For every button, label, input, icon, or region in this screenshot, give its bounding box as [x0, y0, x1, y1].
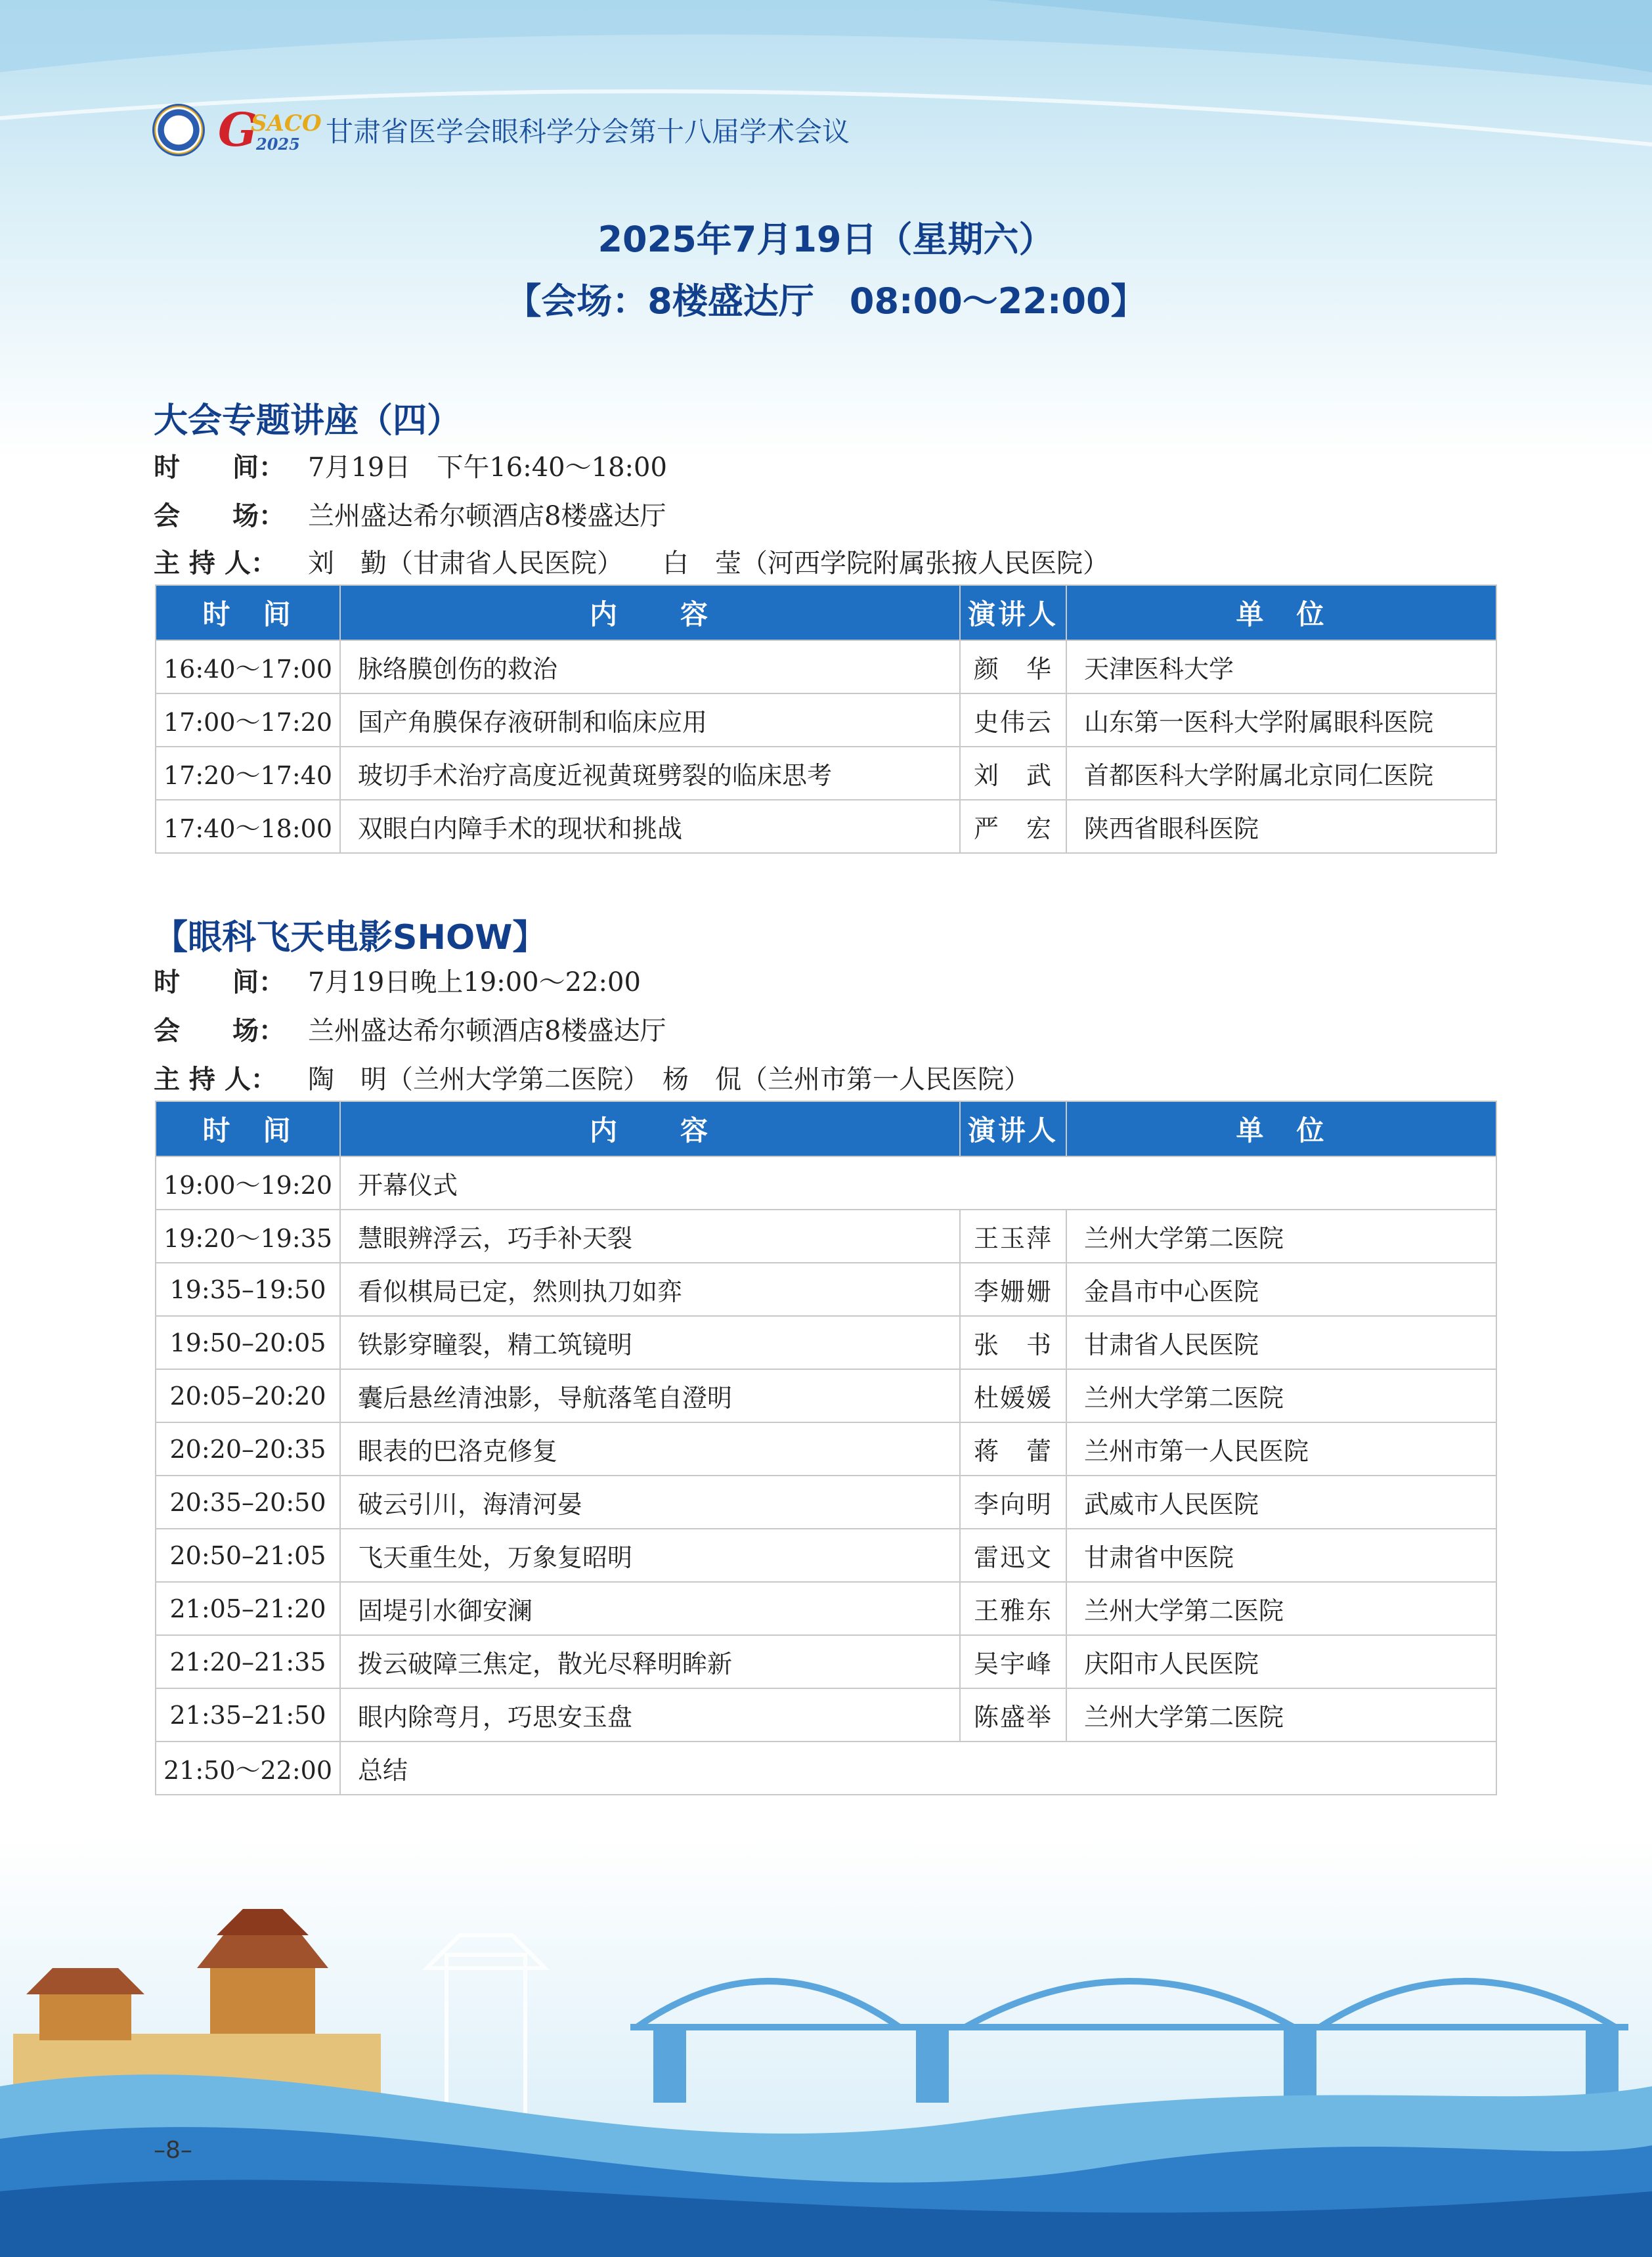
section1-time: [154, 447, 667, 484]
value: 刘 勤（甘肃省人民医院） 白 莹（河西学院附属张掖人民医院）: [308, 548, 1109, 579]
venue-title: 【会场：8楼盛达厅 08:00～22:00】: [506, 280, 1146, 322]
label: 会 场：: [154, 1016, 285, 1046]
cell-unit: 陕西省眼科医院: [1066, 800, 1496, 853]
value: 7月19日晚上19:00～22:00: [308, 967, 641, 997]
cell-unit: 兰州大学第二医院: [1066, 1688, 1496, 1742]
cell-speaker: 蒋 蕾: [960, 1422, 1066, 1476]
section2-venue: [154, 1010, 666, 1047]
cell-topic: 囊后悬丝清浊影，导航落笔自澄明: [340, 1369, 960, 1422]
cell-topic: 国产角膜保存液研制和临床应用: [340, 693, 960, 747]
table-row: [156, 1369, 1496, 1422]
cell-speaker: 雷迅文: [960, 1529, 1066, 1582]
cell-time: 20:35–20:50: [156, 1476, 340, 1529]
table-row-opening: [156, 1156, 1496, 1210]
society-logo-icon: [152, 104, 205, 156]
date-title: 2025年7月19日（星期六）: [598, 219, 1054, 260]
col-topic: 内 容: [340, 585, 960, 640]
cell-time: 19:20～19:35: [156, 1210, 340, 1263]
table-header-row: [156, 585, 1496, 640]
cell-topic: 破云引川，海清河晏: [340, 1476, 960, 1529]
cell-speaker: 张 书: [960, 1316, 1066, 1369]
value: 兰州盛达希尔顿酒店8楼盛达厅: [308, 501, 666, 531]
cell-unit: 天津医科大学: [1066, 640, 1496, 693]
col-time: 时 间: [156, 585, 340, 640]
cell-topic: 双眼白内障手术的现状和挑战: [340, 800, 960, 853]
cell-unit: 金昌市中心医院: [1066, 1263, 1496, 1316]
table-row: [156, 1316, 1496, 1369]
cell-unit: 兰州大学第二医院: [1066, 1369, 1496, 1422]
table-row: [156, 640, 1496, 693]
label: 主 持 人：: [154, 548, 277, 579]
cell-time: 21:05–21:20: [156, 1582, 340, 1635]
col-unit: 单 位: [1066, 1101, 1496, 1156]
cell-speaker: 李姗姗: [960, 1263, 1066, 1316]
cell-time: 19:50–20:05: [156, 1316, 340, 1369]
cell-speaker: 刘 武: [960, 747, 1066, 800]
cell-unit: 甘肃省中医院: [1066, 1529, 1496, 1582]
table-header-row: [156, 1101, 1496, 1156]
table-row: [156, 1422, 1496, 1476]
cell-topic: 看似棋局已定，然则执刀如弈: [340, 1263, 960, 1316]
cell-topic: 眼表的巴洛克修复: [340, 1422, 960, 1476]
table-row: [156, 1635, 1496, 1688]
cell-topic: 慧眼辨浮云，巧手补天裂: [340, 1210, 960, 1263]
cell-speaker: 王玉萍: [960, 1210, 1066, 1263]
table-row: [156, 800, 1496, 853]
table-row: [156, 1582, 1496, 1635]
cell-topic: 飞天重生处，万象复昭明: [340, 1529, 960, 1582]
cell-time: 21:50～22:00: [156, 1742, 340, 1795]
label: 时 间：: [154, 452, 285, 483]
table-row: [156, 1210, 1496, 1263]
cell-topic: 总结: [340, 1742, 1496, 1795]
cell-time: 19:35–19:50: [156, 1263, 340, 1316]
logo-saco-text: SACO: [251, 110, 322, 137]
value: 7月19日 下午16:40～18:00: [308, 452, 667, 483]
cell-time: 17:40～18:00: [156, 800, 340, 853]
cell-topic: 眼内除弯月，巧思安玉盘: [340, 1688, 960, 1742]
section2-title: 【眼科飞天电影SHOW】: [154, 918, 547, 957]
cell-topic: 玻切手术治疗高度近视黄斑劈裂的临床思考: [340, 747, 960, 800]
cell-unit: 兰州大学第二医院: [1066, 1582, 1496, 1635]
cell-unit: 甘肃省人民医院: [1066, 1316, 1496, 1369]
cell-speaker: 杜媛媛: [960, 1369, 1066, 1422]
cell-unit: 山东第一医科大学附属眼科医院: [1066, 693, 1496, 747]
logo-year-text: 2025: [256, 135, 300, 154]
table-row: [156, 693, 1496, 747]
section2-host: [154, 1059, 1030, 1096]
cell-speaker: 史伟云: [960, 693, 1066, 747]
label: 时 间：: [154, 967, 285, 997]
cell-unit: 庆阳市人民医院: [1066, 1635, 1496, 1688]
cell-speaker: 陈盛举: [960, 1688, 1066, 1742]
cell-topic: 脉络膜创伤的救治: [340, 640, 960, 693]
table-row: [156, 1263, 1496, 1316]
label: 会 场：: [154, 501, 285, 531]
cell-time: 17:20～17:40: [156, 747, 340, 800]
page-number: –8–: [154, 2137, 192, 2164]
section1-venue: [154, 495, 666, 533]
cell-unit: 兰州大学第二医院: [1066, 1210, 1496, 1263]
col-speaker: 演讲人: [960, 1101, 1066, 1156]
col-speaker: 演讲人: [960, 585, 1066, 640]
bottom-illustration: [0, 1837, 1652, 2257]
cell-topic: 固堤引水御安澜: [340, 1582, 960, 1635]
cell-time: 19:00～19:20: [156, 1156, 340, 1210]
section1-table: [155, 584, 1497, 854]
value: 兰州盛达希尔顿酒店8楼盛达厅: [308, 1016, 666, 1046]
table-row: [156, 1529, 1496, 1582]
col-time: 时 间: [156, 1101, 340, 1156]
cell-topic: 开幕仪式: [340, 1156, 1496, 1210]
cell-time: 17:00～17:20: [156, 693, 340, 747]
cell-speaker: 李向明: [960, 1476, 1066, 1529]
cell-time: 21:20–21:35: [156, 1635, 340, 1688]
table-row-closing: [156, 1742, 1496, 1795]
table-row: [156, 1476, 1496, 1529]
table-row: [156, 747, 1496, 800]
cell-time: 20:50–21:05: [156, 1529, 340, 1582]
cell-time: 20:20–20:35: [156, 1422, 340, 1476]
col-topic: 内 容: [340, 1101, 960, 1156]
conference-title: 甘肃省医学会眼科学分会第十八届学术会议: [326, 116, 850, 148]
cell-unit: 首都医科大学附属北京同仁医院: [1066, 747, 1496, 800]
cell-speaker: 吴宇峰: [960, 1635, 1066, 1688]
cell-speaker: 王雅东: [960, 1582, 1066, 1635]
section1-title: 大会专题讲座（四）: [154, 401, 462, 441]
cell-topic: 拨云破障三焦定，散光尽释明眸新: [340, 1635, 960, 1688]
header: [152, 104, 850, 156]
label: 主 持 人：: [154, 1064, 277, 1095]
value: 陶 明（兰州大学第二医院） 杨 侃（兰州市第一人民医院）: [308, 1064, 1030, 1095]
cell-topic: 铁影穿瞳裂，精工筑镜明: [340, 1316, 960, 1369]
cell-unit: 武威市人民医院: [1066, 1476, 1496, 1529]
table-row: [156, 1688, 1496, 1742]
cell-speaker: 颜 华: [960, 640, 1066, 693]
section2-time: [154, 961, 641, 999]
cell-unit: 兰州市第一人民医院: [1066, 1422, 1496, 1476]
section1-host: [154, 542, 1109, 580]
cell-time: 21:35–21:50: [156, 1688, 340, 1742]
cell-time: 16:40～17:00: [156, 640, 340, 693]
cell-speaker: 严 宏: [960, 800, 1066, 853]
gsaco-logo: G SACO 2025: [218, 104, 310, 156]
section2-table: [155, 1101, 1497, 1795]
col-unit: 单 位: [1066, 585, 1496, 640]
cell-time: 20:05–20:20: [156, 1369, 340, 1422]
